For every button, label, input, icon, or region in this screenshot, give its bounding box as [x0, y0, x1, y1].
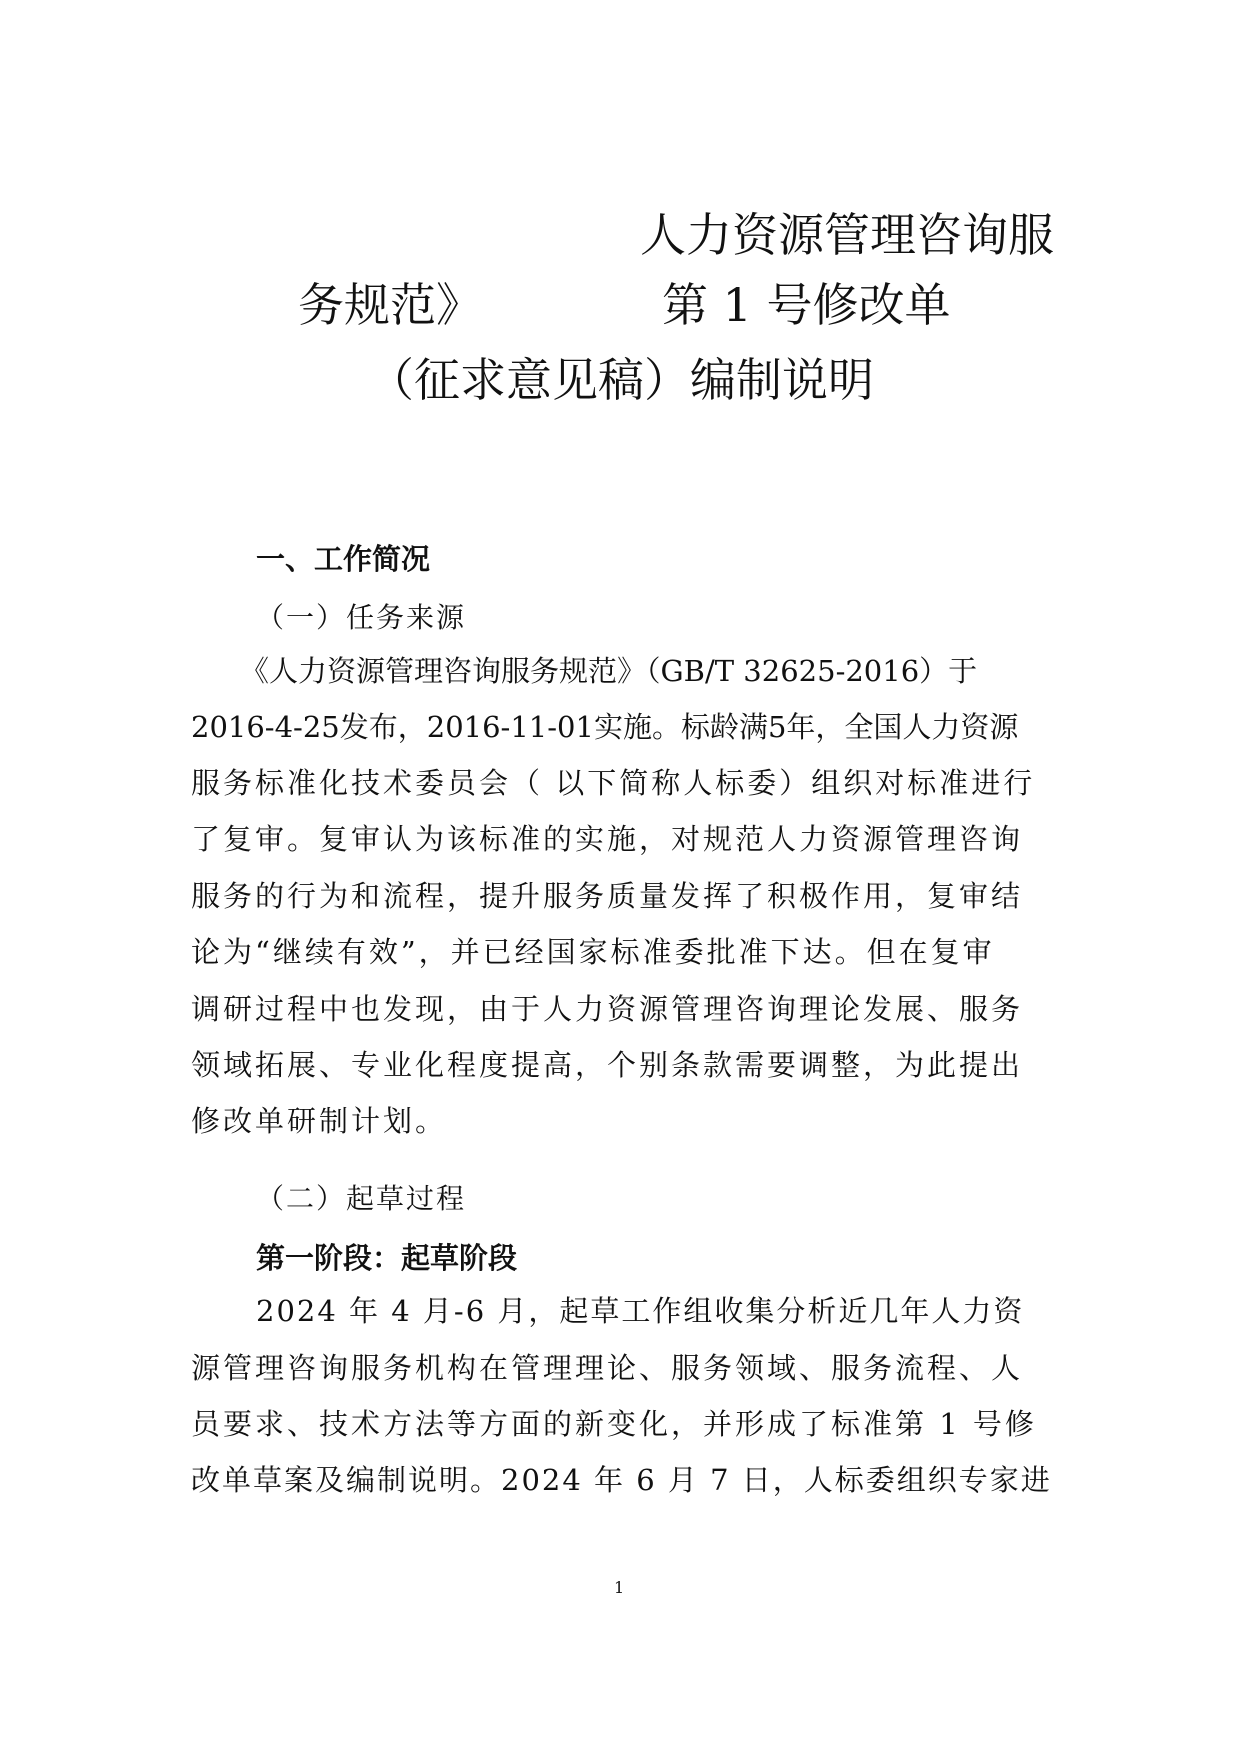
para1-line: 《人力资源管理咨询服务规范》（GB/T 32625-2016）于: [240, 654, 978, 688]
para1-line: 论为“继续有效”，并已经国家标准委批准下达。但在复审: [191, 935, 995, 969]
para1-line: 领域拓展、专业化程度提高，个别条款需要调整，为此提出: [191, 1048, 1024, 1082]
para2-line: 源管理咨询服务机构在管理理论、服务领域、服务流程、人: [191, 1351, 1024, 1385]
title-line-2b: 第 1 号修改单: [662, 278, 951, 332]
para1-line: 服务的行为和流程，提升服务质量发挥了积极作用，复审结: [191, 879, 1024, 913]
subsection-drafting-process: （二）起草过程: [256, 1182, 467, 1215]
para2-line: 改单草案及编制说明。2024 年 6 月 7 日，人标委组织专家进: [191, 1463, 1052, 1497]
para1-line: 调研过程中也发现，由于人力资源管理咨询理论发展、服务: [191, 992, 1024, 1026]
para2-line: 员要求、技术方法等方面的新变化，并形成了标准第 1 号修: [191, 1407, 1037, 1441]
title-line-1: 人力资源管理咨询服: [640, 208, 1054, 262]
stage-heading: 第一阶段：起草阶段: [256, 1241, 518, 1275]
section-heading: 一、工作简况: [256, 542, 431, 576]
subsection-task-source: （一）任务来源: [256, 601, 467, 634]
para1-line: 2016-4-25发布，2016-11-01实施。标龄满5年，全国人力资源: [191, 710, 1019, 744]
title-line-2a: 务规范》: [298, 278, 482, 332]
para1-line: 服务标准化技术委员会（ 以下简称人标委）组织对标准进行: [191, 766, 1036, 800]
para1-line: 修改单研制计划。: [191, 1104, 448, 1138]
para2-line: 2024 年 4 月-6 月，起草工作组收集分析近几年人力资: [256, 1294, 1025, 1328]
page-number: 1: [614, 1578, 625, 1597]
para1-line: 了复审。复审认为该标准的实施，对规范人力资源管理咨询: [191, 822, 1024, 856]
title-line-3: （征求意见稿）编制说明: [368, 353, 874, 407]
